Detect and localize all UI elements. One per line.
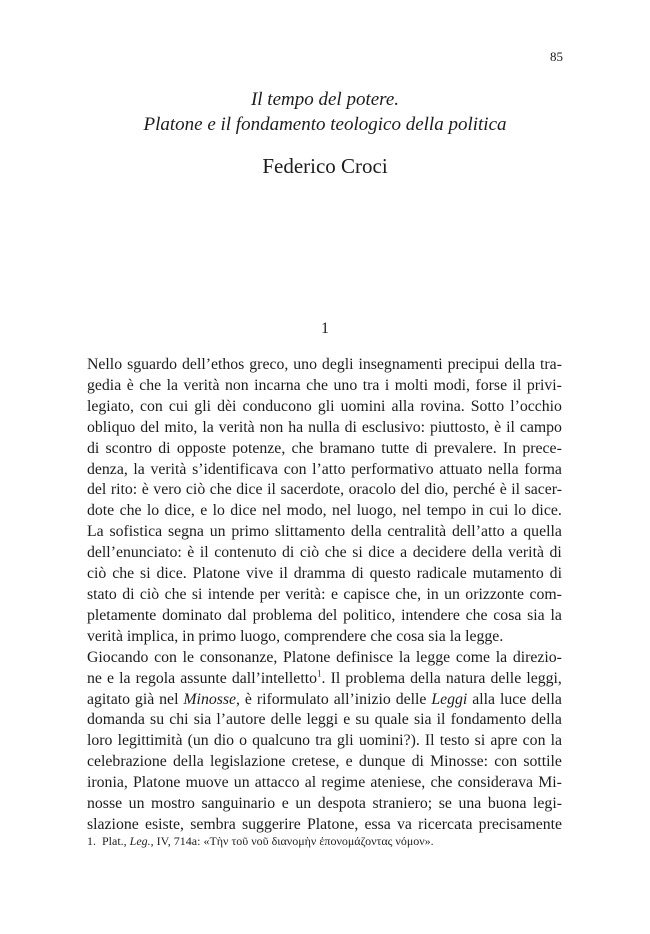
body-line: nosse un mostro sanguinario e un despota straniero; se una buona legi- (87, 795, 562, 813)
body-line: stato di ciò che si intende per verità: e capisce che, in un orizzonte com- (87, 585, 562, 603)
page-number: 85 (550, 49, 563, 64)
body-line: ne e la regola assunte dall’intelletto$^1$. Il problema della natura delle leggi, (87, 668, 562, 687)
body-line: verità implica, in primo luogo, comprendere che cosa sia la legge. (87, 627, 504, 645)
body-line: gedia è che la verità non incarna che uno tra i molti modi, forse il privi- (87, 376, 562, 394)
body-line: ciò che si dice. Platone vive il dramma di questo radicale mutamento di (87, 565, 562, 583)
body-line: dote che lo dice, e lo dice nel modo, nel luogo, nel tempo in cui lo dice. (87, 502, 562, 520)
footnote-ref-work: Leg. (129, 834, 151, 848)
body-line: La sofistica segna un primo slittamento della centralità dell’atto a quella (87, 523, 562, 541)
footnote-number: 1. (87, 834, 96, 848)
body-line: domanda su chi sia l’autore delle leggi e su quale sia il fondamento della (87, 711, 562, 729)
section-number: 1 (321, 320, 329, 337)
title-line-2: Platone e il fondamento teologico della politica (143, 114, 507, 135)
body-line: legiato, con cui gli dèi conducono gli uomini alla rovina. Sotto l’occhio (87, 397, 562, 415)
title-block (0, 87, 650, 179)
footnote (87, 834, 434, 849)
author-name: Federico Croci (262, 154, 388, 178)
body-line: loro legittimità (un dio o qualcuno tra gli uomini?). Il testo si apre con la (87, 732, 562, 750)
footnote-marker: 1 (317, 668, 322, 679)
body-line: Giocando con le consonanze, Platone definisce la legge come la direzio- (87, 648, 562, 666)
footnote-ref-pre: Plat., (102, 834, 130, 848)
body-line: di scontro di opposte potenze, che bramano tutte di prevalere. In prece- (87, 439, 562, 457)
body-line: dell’enunciato: è il contenuto di ciò che si dice a decidere della verità di (87, 544, 562, 562)
body-line: ironia, Platone muove un attacco al regime ateniese, che considerava Mi- (87, 774, 562, 792)
body-line: obliquo del mito, la verità non ha nulla di esclusivo: piuttosto, è il campo (87, 418, 562, 436)
body-line: Nello sguardo dell’ethos greco, uno degli insegnamenti precipui della tra- (87, 356, 562, 373)
title-line-1: Il tempo del potere. (250, 89, 400, 110)
body-line: agitato già nel Minosse, è riformulato all’inizio delle Leggi alla luce della (87, 690, 562, 708)
body-line: slazione esiste, sembra suggerire Platone, essa va ricercata precisamente (87, 815, 562, 833)
body-line: del rito: è vero ciò che dice il sacerdote, oracolo del dio, perché è il sacer- (87, 481, 562, 499)
body-line: celebrazione della legislazione cretese, e dunque di Minosse: con sottile (87, 753, 562, 771)
body-line: denza, la verità s’identificava con l’atto performativo attuato nella forma (87, 460, 562, 478)
body-text (87, 355, 562, 836)
body-line: pletamente dominato dal problema del politico, intendere che cosa sia la (87, 606, 562, 624)
footnote-ref-post: , IV, 714a: «Τὴν τοῦ νοῦ διανομὴν ἐπονομάζοντας νόμον». (150, 834, 434, 848)
